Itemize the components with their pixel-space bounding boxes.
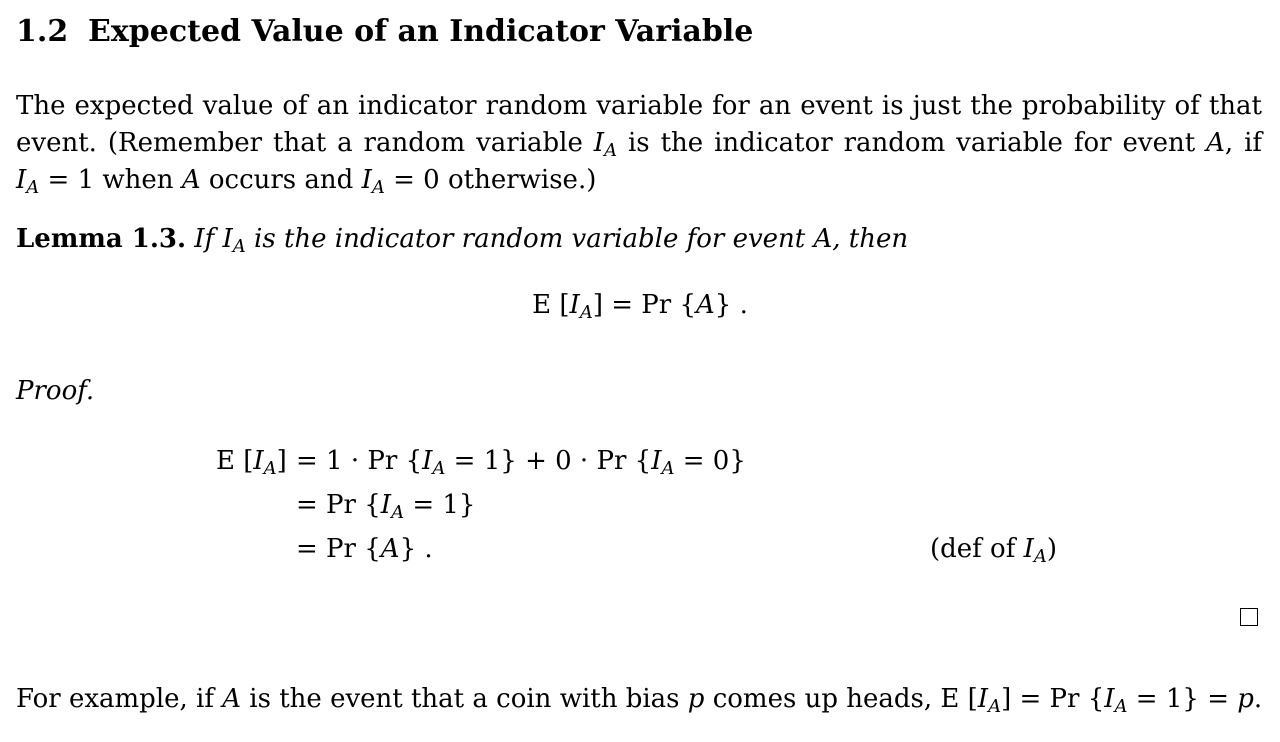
lemma-statement xyxy=(16,224,909,257)
lemma-text: If $I_A$ is the indicator random variable for event A, then xyxy=(194,224,909,257)
intro-paragraph xyxy=(16,88,1262,199)
proof-line-2: = Pr $\{I_A = 1\}$ xyxy=(296,490,476,523)
section-number: 1.2 xyxy=(16,14,69,49)
proof-line-3-tag: (def of $I_A$) xyxy=(930,534,1058,567)
example-sentence: For example, if A is the event that a coin with bias p comes up heads, E $[I_A] = Pr$ $\{I_A = 1\} = p$. xyxy=(16,684,1263,717)
intro-line-2: event. (Remember that a random variable $I_A$ is the indicator random variable for event A, if xyxy=(16,128,1263,161)
section-title: Expected Value of an Indicator Variable xyxy=(88,14,754,49)
qed-square-icon xyxy=(1240,608,1258,626)
proof-line-1-lhs: E $[I_A]$ xyxy=(216,446,287,479)
lemma-equation: E $[I_A] = Pr$ {A} . xyxy=(532,290,748,323)
lemma-label: Lemma 1.3. xyxy=(16,224,187,254)
section-heading xyxy=(16,14,753,49)
intro-line-1: The expected value of an indicator random variable for an event is just the probability of that xyxy=(16,91,1262,121)
proof-line-3: = Pr {A} . xyxy=(296,534,433,564)
proof-label: Proof. xyxy=(16,376,95,406)
proof-line-1-rhs: = 1 · Pr $\{I_A = 1\} + 0 \cdot Pr$ $\{I_A = 0\}$ xyxy=(296,446,746,479)
intro-line-3: $I_A = 1$ when A occurs and $I_A = 0$ otherwise.) xyxy=(16,165,597,198)
